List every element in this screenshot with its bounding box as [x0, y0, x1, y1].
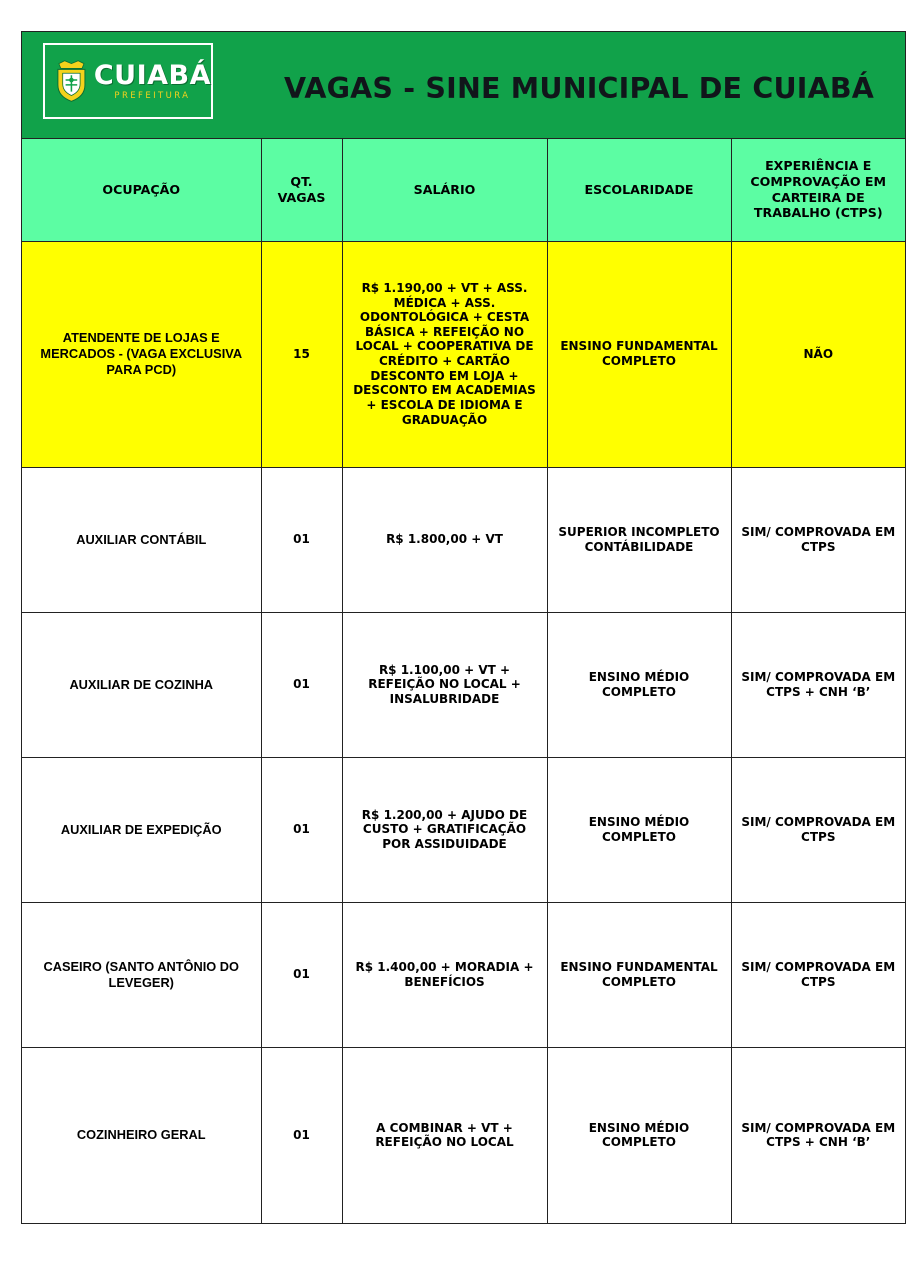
title-banner: [22, 32, 905, 139]
header-salario: SALÁRIO: [342, 139, 547, 241]
job-vacancies-sheet: [21, 31, 906, 1224]
cell-qt: 01: [261, 757, 342, 902]
cell-salario: R$ 1.400,00 + MORADIA + BENEFÍCIOS: [342, 902, 547, 1047]
cell-escolaridade: ENSINO FUNDAMENTAL COMPLETO: [547, 902, 731, 1047]
cell-salario: R$ 1.190,00 + VT + ASS. MÉDICA + ASS. ODONTOLÓGICA + CESTA BÁSICA + REFEIÇÃO NO LOCAL + COOPERATIVA DE CRÉDITO + CARTÃO DESCONTO EM LOJA + DESCONTO EM ACADEMIAS + ESCOLA DE IDIOMA E GRADUAÇÃO: [342, 241, 547, 467]
cell-salario: R$ 1.100,00 + VT + REFEIÇÃO NO LOCAL + INSALUBRIDADE: [342, 612, 547, 757]
cell-salario: R$ 1.200,00 + AJUDO DE CUSTO + GRATIFICAÇÃO POR ASSIDUIDADE: [342, 757, 547, 902]
cell-qt: 01: [261, 612, 342, 757]
cell-experiencia: SIM/ COMPROVADA EM CTPS + CNH ‘B’: [731, 1047, 905, 1223]
cell-escolaridade: ENSINO FUNDAMENTAL COMPLETO: [547, 241, 731, 467]
header-ocupacao: OCUPAÇÃO: [22, 139, 261, 241]
table-header-row: [22, 139, 905, 241]
cell-ocupacao: AUXILIAR DE COZINHA: [22, 612, 261, 757]
cell-salario: R$ 1.800,00 + VT: [342, 467, 547, 612]
cell-escolaridade: SUPERIOR INCOMPLETO CONTÁBILIDADE: [547, 467, 731, 612]
cell-qt: 01: [261, 902, 342, 1047]
cell-experiencia: SIM/ COMPROVADA EM CTPS + CNH ‘B’: [731, 612, 905, 757]
cell-ocupacao: COZINHEIRO GERAL: [22, 1047, 261, 1223]
city-crest-icon: [55, 59, 88, 103]
cell-salario: A COMBINAR + VT + REFEIÇÃO NO LOCAL: [342, 1047, 547, 1223]
table-row: [22, 612, 905, 757]
table-row: [22, 757, 905, 902]
cell-experiencia: SIM/ COMPROVADA EM CTPS: [731, 467, 905, 612]
cell-escolaridade: ENSINO MÉDIO COMPLETO: [547, 612, 731, 757]
table-row: [22, 467, 905, 612]
table-row: [22, 241, 905, 467]
cell-ocupacao: AUXILIAR CONTÁBIL: [22, 467, 261, 612]
cell-qt: 01: [261, 467, 342, 612]
table-row: [22, 1047, 905, 1223]
cell-experiencia: SIM/ COMPROVADA EM CTPS: [731, 757, 905, 902]
header-qt-vagas: QT. VAGAS: [261, 139, 342, 241]
cell-qt: 15: [261, 241, 342, 467]
cell-qt: 01: [261, 1047, 342, 1223]
logo-text: [93, 59, 211, 101]
page-title: VAGAS - SINE MUNICIPAL DE CUIABÁ: [284, 72, 875, 105]
cell-experiencia: SIM/ COMPROVADA EM CTPS: [731, 902, 905, 1047]
header-escolaridade: ESCOLARIDADE: [547, 139, 731, 241]
logo-subtitle: PREFEITURA: [114, 90, 191, 101]
cell-escolaridade: ENSINO MÉDIO COMPLETO: [547, 1047, 731, 1223]
cell-escolaridade: ENSINO MÉDIO COMPLETO: [547, 757, 731, 902]
prefeitura-logo: [43, 43, 213, 119]
cell-ocupacao: CASEIRO (SANTO ANTÔNIO DO LEVEGER): [22, 902, 261, 1047]
header-experiencia: EXPERIÊNCIA E COMPROVAÇÃO EM CARTEIRA DE TRABALHO (CTPS): [731, 139, 905, 241]
cell-experiencia: NÃO: [731, 241, 905, 467]
cell-ocupacao: ATENDENTE DE LOJAS E MERCADOS - (VAGA EXCLUSIVA PARA PCD): [22, 241, 261, 467]
cell-ocupacao: AUXILIAR DE EXPEDIÇÃO: [22, 757, 261, 902]
logo-name: CUIABÁ: [93, 59, 211, 91]
table-row: [22, 902, 905, 1047]
vacancies-table: [22, 139, 905, 1223]
